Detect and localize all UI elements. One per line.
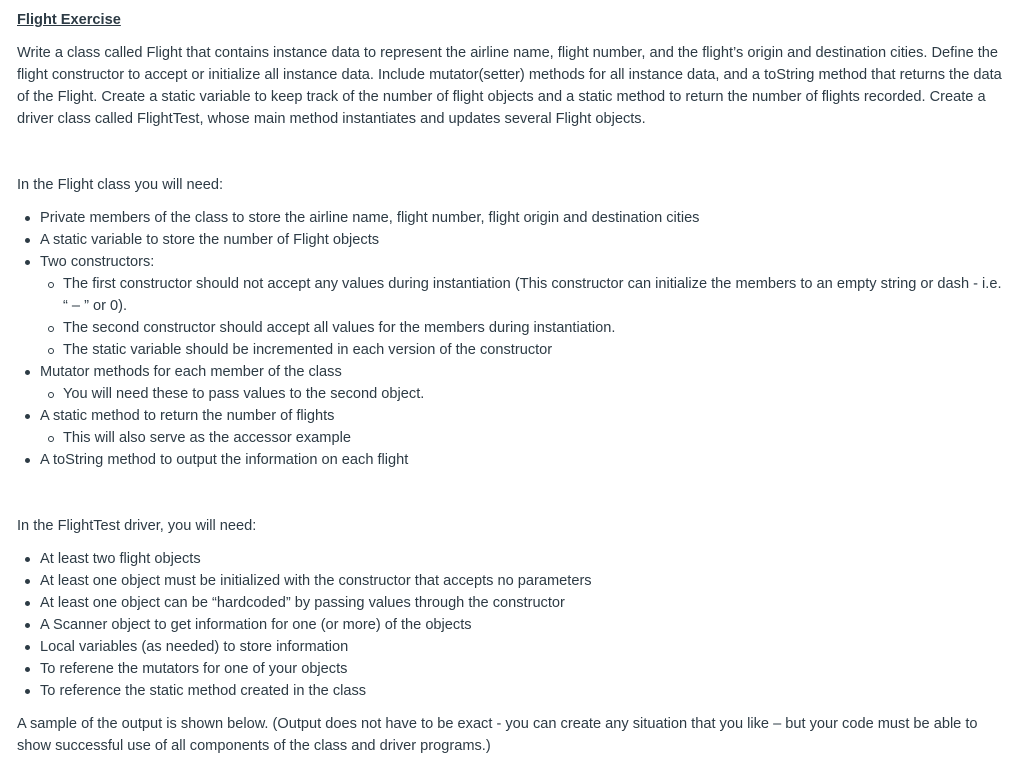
list-item: At least one object can be “hardcoded” by passing values through the constructor bbox=[40, 592, 1007, 614]
driver-list bbox=[17, 548, 1007, 702]
list-item: To referene the mutators for one of your objects bbox=[40, 658, 1007, 680]
driver-heading: In the FlightTest driver, you will need: bbox=[17, 518, 257, 534]
sublist-item: You will need these to pass values to the second object. bbox=[63, 383, 1007, 405]
intro-paragraph: Write a class called Flight that contains instance data to represent the airline name, flight number, and the flight’s origin and destination cities. Define the flight constructor to accept or initialize all instance data. Include mutator(setter) methods for all instance data, and a toString method that returns the data of the Flight. Create a static variable to keep track of the number of flight objects and a static method to return the number of flights recorded. Create a driver class called FlightTest, whose main method instantiates and updates several Flight objects. bbox=[17, 45, 1002, 127]
list-item bbox=[40, 229, 1007, 251]
list-item: At least one object must be initialized with the constructor that accepts no parameters bbox=[40, 570, 1007, 592]
list-item-text: A static method to return the number of flights bbox=[40, 408, 335, 424]
list-item bbox=[40, 251, 1007, 361]
mutators-sublist bbox=[40, 383, 1007, 405]
list-item bbox=[40, 361, 1007, 405]
list-item: Local variables (as needed) to store information bbox=[40, 636, 1007, 658]
list-item-text: A static variable to store the number of Flight objects bbox=[40, 232, 380, 248]
constructors-sublist bbox=[40, 273, 1007, 361]
sublist-item: The static variable should be incremented in each version of the constructor bbox=[63, 339, 1007, 361]
list-item-text: Private members of the class to store the airline name, flight number, flight origin and destination cities bbox=[40, 210, 700, 226]
list-item bbox=[40, 207, 1007, 229]
static-method-sublist bbox=[40, 427, 1007, 449]
list-item: A Scanner object to get information for one (or more) of the objects bbox=[40, 614, 1007, 636]
sublist-item: The first constructor should not accept any values during instantiation (This constructor can initialize the members to an empty string or dash - i.e. “ – ” or 0). bbox=[63, 273, 1007, 317]
list-item bbox=[40, 405, 1007, 449]
outro-paragraph: A sample of the output is shown below. (Output does not have to be exact - you can create any situation that you like – but your code must be able to show successful use of all components of the class and driver programs.) bbox=[17, 716, 978, 754]
flight-class-heading: In the Flight class you will need: bbox=[17, 177, 224, 193]
list-item bbox=[40, 449, 1007, 471]
sublist-item: This will also serve as the accessor example bbox=[63, 427, 1007, 449]
list-item-text: Two constructors: bbox=[40, 254, 155, 270]
document-title: Flight Exercise bbox=[17, 12, 121, 28]
list-item: At least two flight objects bbox=[40, 548, 1007, 570]
sublist-item: The second constructor should accept all values for the members during instantiation. bbox=[63, 317, 1007, 339]
flight-class-list bbox=[17, 207, 1007, 471]
list-item-text: A toString method to output the information on each flight bbox=[40, 452, 409, 468]
list-item-text: Mutator methods for each member of the class bbox=[40, 364, 342, 380]
list-item: To reference the static method created in the class bbox=[40, 680, 1007, 702]
